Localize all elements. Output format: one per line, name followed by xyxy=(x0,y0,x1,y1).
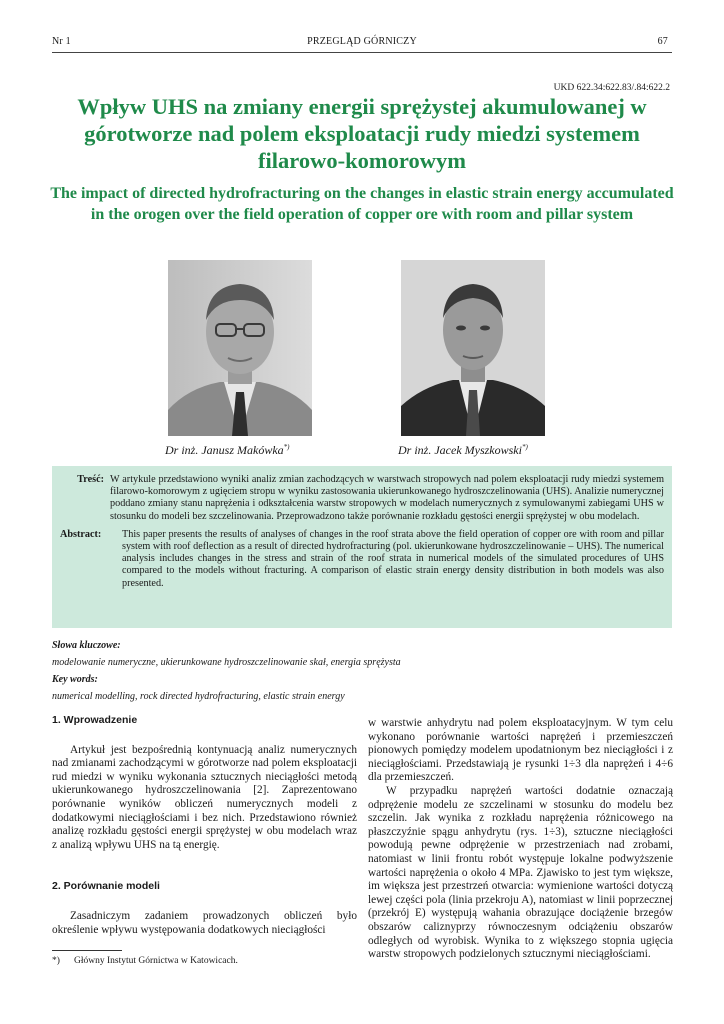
body-column-right xyxy=(368,717,673,962)
author-photo-myszkowski xyxy=(401,260,545,436)
footnote-mark: *) xyxy=(52,956,60,966)
journal-name: PRZEGLĄD GÓRNICZY xyxy=(307,36,417,47)
abstract-label: Abstract: xyxy=(60,528,102,540)
keywords-en-text: numerical modelling, rock directed hydrofracturing, elastic strain energy xyxy=(52,691,345,702)
issue-number: Nr 1 xyxy=(52,36,71,47)
footnote xyxy=(52,956,238,966)
section-2-heading: 2. Porównanie modeli xyxy=(52,880,160,893)
abstract-text: This paper presents the results of analyses of changes in the roof strata above the field operation of copper ore with room and pillar system with roof deflection as a result of directed hydrofracturing (pol. ukierunkowane hydroszczelinowanie – UHS). The numerical analysis includes changes in the stress and strain of the roof strata in numerical models of the simulated procedures of UHS compared to the models without fracturing. A comparison of elastic strain energy density distribution in both models was also presented. xyxy=(122,528,664,589)
udk-classification: UKD 622.34:622.83/.84:622.2 xyxy=(553,83,670,93)
right-paragraph-2: W przypadku naprężeń wartości dodatnie oznaczają odprężenie modelu ze szczelinami w stosunku do modelu bez szczelin. Jak wynika z rozkładu naprężenia różnicowego na płaszczyźnie spągu anhydrytu (rys. 1÷3), sztuczne nieciągłości powodują pewne odprężenie w przestrzeniach nad zrobami, natomiast w linii frontu robót występuje lokalne podwyższenie wartości naprężenia o około 4 MPa. Zjawisko to jest tym większe, im większa jest przestrzeń otwarcia: wymienione wartości dotyczą lewej części pola (linia przekroju A), natomiast w linii poprzecznej (przekrój E) występują wahania obrazujące dociążenie brzegów obszarów caliznyprzy równoczesnym odciążeniu obszarów odległych od wyrobisk. Wynika to z większego stopnia ugięcia warstw stropowych podzielonych sztucznymi nieciągłościami. xyxy=(368,784,673,961)
header-rule xyxy=(52,52,672,53)
section-1-paragraph: Artykuł jest bezpośrednią kontynuacją analiz numerycznych nad zmianami zachodzącymi w górotworze nad polem eksploatacji rud miedzi w wyniku wykonania sztucznych nieciągłości metodą ukierunkowanego hydroszczelinowania [2]. Zaprezentowano porównanie wyników obliczeń numerycznych modeli z dodatkowymi nieciągłościami i bez nich. Przedstawiono również analizę rozkładu gęstości energii sprężystej w obu modelach wraz z analizą wpływu UHS na tą energię. xyxy=(52,743,357,851)
author-name-2 xyxy=(398,443,528,458)
keywords-pl-label: Słowa kluczowe: xyxy=(52,640,121,651)
footnote-rule xyxy=(52,950,122,951)
abstract-box xyxy=(52,466,672,628)
tresc-label: Treść: xyxy=(77,474,104,485)
author-2-name: Dr inż. Jacek Myszkowski xyxy=(398,443,522,457)
keywords-en-label: Key words: xyxy=(52,674,98,685)
author-1-name: Dr inż. Janusz Makówka xyxy=(165,443,284,457)
title-english: The impact of directed hydrofracturing on the changes in elastic strain energy accumulated in the orogen over the field operation of copper ore with room and pillar system xyxy=(50,185,674,223)
section-2-paragraph: Zasadniczym zadaniem prowadzonych obliczeń było określenie wpływu występowania dodatkowych nieciągłości xyxy=(52,909,357,936)
author-2-footnote-mark: *) xyxy=(521,443,528,451)
keywords-pl-text: modelowanie numeryczne, ukierunkowane hydroszczelinowanie skał, energia sprężysta xyxy=(52,657,401,668)
author-1-footnote-mark: *) xyxy=(283,443,290,451)
author-name-1 xyxy=(165,443,290,458)
tresc-row xyxy=(60,474,664,523)
tresc-text: W artykule przedstawiono wyniki analiz zmian zachodzących w warstwach stropowych nad polem eksploatacji rudy miedzi systemem filarowo-komorowym z ugięciem stropu w wyniku zastosowania ukierunkowanego hydroszczelinowania (UHS). Analizie numerycznej poddano zmiany stanu naprężenia i odkształcenia warstw stropowych w modelach numerycznych z symulowanymi zabiegami UHS w stosunku do modeli bez szczelinowania. Przeprowadzono także porównanie rozkładu gęstości energii sprężystej w obu modelach. xyxy=(110,474,664,522)
author-photo-makowka xyxy=(168,260,312,436)
right-paragraph-1: w warstwie anhydrytu nad polem eksploatacyjnym. W tym celu wykonano porównanie wartości naprężeń i przemieszczeń pionowych pomiędzy modelem upodatnionym bez nieciągłości i z nieciągłościami. Przedstawiają je rysunki 1÷3 dla naprężeń i 4÷6 dla przemieszczeń. xyxy=(368,717,673,784)
keywords-block xyxy=(52,637,672,705)
section-1-heading: 1. Wprowadzenie xyxy=(52,714,138,726)
footnote-text: Główny Instytut Górnictwa w Katowicach. xyxy=(74,956,238,966)
body-column-left xyxy=(52,714,357,937)
page-number: 67 xyxy=(657,36,668,47)
abstract-row xyxy=(60,529,664,590)
title-polish: Wpływ UHS na zmiany energii sprężystej akumulowanej w górotworze nad polem eksploatacji rudy miedzi systemem filarowo-komorowym xyxy=(77,94,647,173)
